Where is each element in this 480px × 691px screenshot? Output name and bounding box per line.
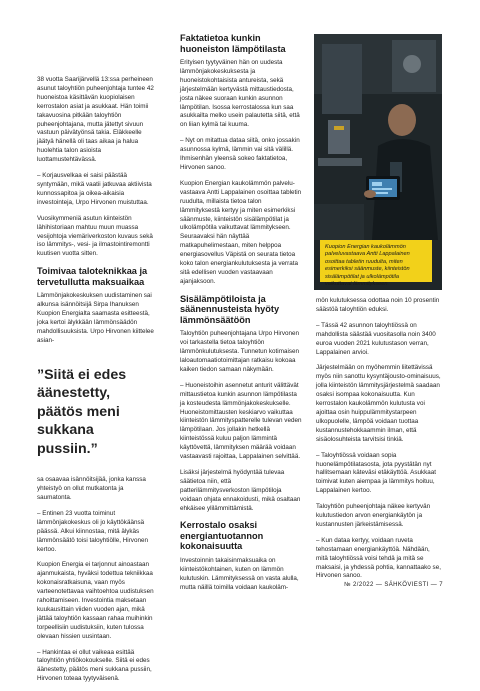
old-centre-paragraph: – Entinen 23 vuotta toiminut lämmönjakokeskus oli jo käyttökäänsä päässä. Alkui kiinnostaa, mitä älykäs lämmönsäätö toisi taloyhtiölle, Hirvonen kertoo. xyxy=(37,509,148,553)
weather-paragraph: Lisäksi järjestelmä hyödyntää tulevaa säätietoa niin, että patterilämmitysverkoston lämpötiloja voidaan ohjata ennakoidusti, mikä osaltaan ehkäisee ylilämmittämistä. xyxy=(180,468,301,512)
sensor-detail-paragraph: – Huoneistoihin asennetut anturit välittävät mittaustietoa kunkin asunnon lämpötilasta ja kosteudesta lämmönjakokeskukselle. Huoneistomittausten keskiarvo vaikuttaa kiinteistön lämmityspatterelle tulevan veden lämpötilaan. Jos jollakin hetkellä kiinteistössä kuluu paljon lämmintä käyttövettä, lämmityksen määrää voidaan vastaavasti rajoittaa, Lappalainen selvittää. xyxy=(180,381,302,461)
demand-response-paragraph: Järjestelmään on myöhemmin liitettävissä myös niin sanottu kysyntäjousto-ominaisuus, jolla kiinteistön lämmitysjärjestelmä saadaan osaksi isompaa kokonaisuutta. Kun kerrostalon kaukolämmön kulutusta voi ajoittaa osin huippulämmitystarpeen ulkopuolelle, lämpöä voidaan tuottaa kustannustehokkaammin ilman, että sisäolosuhteista tarvitsisi tinkiä. xyxy=(316,364,441,443)
section-heading-facts: Faktatietoa kunkin huoneiston lämpötilasta xyxy=(180,33,286,54)
section-heading-energy: Kerrostalo osaksi energiantuotannon kokonaisuutta xyxy=(180,520,264,552)
sensors-paragraph: Erityisen tyytyväinen hän on uudesta lämmönjakokeskuksesta ja huoneistokohtaisista antureista, sekä järjestelmään kertyvästä mittaustiedosta, josta näkee suoraan kunkin asunnon lämpötilan. Isossa kerrostalossa kun saa asukkailta melko usein palautetta siitä, että on liian kylmä tai kuuma. xyxy=(180,59,300,129)
column-middle xyxy=(180,33,302,600)
section-heading-technology: Toimivaa taloteknikkaa ja tervetullutta maksuaikaa xyxy=(37,266,148,287)
column-left xyxy=(37,76,157,691)
tablet-paragraph: Kuopion Energian kaukolämmön palveluvastaava Antti Lappalainen osoittaa tabletin ruudulta, millaista tietoa talon lämmityksestä kertyy ja miten esimerkiksi säänmuste, kiinteistön sisälämpötilat ja ulkolämpötila vaikuttavat lämmitykseen. Seuraavaksi hän näyttää matkapuhelimestaan, miten helppoa energiasovellus Väpistä on seurata tietoa koko talon energiankulutuksesta ja verrata sitä edellisen vuoden vastaavaan ajanjaksoon. xyxy=(180,179,302,285)
manager-paragraph: sa osaavaa isännöitsijää, jonka kanssa yhteistyö on ollut mutkatonta ja saumatonta. xyxy=(37,476,146,501)
intro-paragraph: 38 vuotta Saarijärvellä 13:ssa perheineen asunut taloyhtiön puheenjohtaja tuntee 42 huoneistoa käsittävän kuopiolaisen kerrostalon asiat ja asukkaat. Hän toimii takavuosina pitkään taloyhtiön puheenjohtajana, mutta jätettyt sivuun vastuun päivätyönsä takia. Eläkkeelle jäätyä hänellä oli taas aikaa ja halua huolehtia talon asioista luottamustehtävässä. xyxy=(37,76,154,164)
room-temperature-paragraph: – Taloyhtiössä voidaan sopia huonelämpötilatasosta, jota pyystätän nyt hallitsemaan käteväsi etäkäyttöä. Asukkaat toimivat kuten aiempaa ja lämmitys hoituu, Lappalainen kertoo. xyxy=(316,451,437,495)
photo-caption: Kuopion Energian kaukolämmön palveluvastaava Antti Lappalainen osoittaa tabletin ruudulta, miten esimerkiksi säänmuste, kiinteistön sisälämpötilat ja ulkolämpötila vaikuttavat lämmitykseen. xyxy=(320,240,432,282)
savings-paragraph: mön kulutuksessa odottaa noin 10 prosentin säästöä taloyhtiön eduksi. xyxy=(316,297,440,313)
closing-paragraph: – Kun dataa kertyy, voidaan ruveta tehostamaan energiankäyttöä. Nähdään, mitä taloyhtiössä voisi tehdä ja mitä se maksaisi, ja yhdessä pohtia, kannattaako se, Hirvonen sanoo. xyxy=(316,536,441,580)
article-photo xyxy=(314,34,442,290)
history-paragraph: Vuosikymmeniä asutun kiinteistön lähihistoriaan mahtuu muun muassa vesijohtoja viemäriverkoston kuvaus sekä iso lämmitys-, vesi- ja ilmastointiremontti kuutisen vuotta sitten. xyxy=(37,214,153,258)
data-quote-paragraph: – Nyt on mitattua dataa siitä, onko jossakin asunnossa kylmä, lämmin vai sitä välillä. Ihmisenhän yleensä sokeo faktatietoa, Hirvonen sanoo. xyxy=(180,137,300,171)
payback-paragraph: Investoinnin takaisinmaksuaika on kiinteistökohtainen, kuten on lämmön kulutuskin. Lämmityksessä on vasta alulla, mutta näillä toimilla voidaan kaukoläm- xyxy=(180,556,299,591)
quote-paragraph: – Korjausvelkaa ei saisi päästää syntymään, mikä vaatii jatkuvaa aktiivista kunnossapitoa ja oikea-aikaisia investointeja, Urpo Hirvonen muistuttaa. xyxy=(37,172,152,206)
financing-paragraph: Kuopion Energia ei tarjonnut ainoastaan ajanmukaista, hyväksi todettua tekniikkaa kokonaisratkaisuna, vaan myös varteenotettavaa vaihtoehtoa uudistuksen rahoittamiseen. Investointia maksetaan kuukausittain viiden vuoden ajan, mikä jättää taloyhtiön kassaan rahaa muihinkin torpeellisiin uudistuksiin, kuten tulossa olevaan hissien uusintaan. xyxy=(37,561,154,640)
heat-distribution-paragraph: Lämmönjakokeskuksen uudistaminen sai alkunsa isännöitsijä Sirpa Ihanuksen Kuopion Energialta saamasta esitteestä, joka kertoi älykkään lämmönsäädön mahdollisuuksista. Urpo Hirvonen kiittelee asian- xyxy=(37,292,154,344)
consumption-data-paragraph: Taloyhtiön puheenjohtaja näkee kertyvän kulutustiedon arvon energiankäytön ja kustannusten järkeistämisessä. xyxy=(316,503,431,528)
pull-quote: ”Siitä ei edes äänestetty, päätös meni sukkana pussiin.” xyxy=(37,366,127,457)
estimate-paragraph: – Tässä 42 asunnon taloyhtiössä on mahdollista säästää vuositasolla noin 3400 euroa vuoden 2021 kulutustason verran, Lappalainen arvioi. xyxy=(316,321,436,356)
page-footer: № 2/2022 — SÄHKÖVIESTI — 7 xyxy=(344,582,443,588)
decision-paragraph: – Hankintaa ei ollut vaikeaa esittää taloyhtiön yhtiökokoukselle. Siitä ei edes äänestetty, päätös meni sukkana pussiin, Hirvonen toteaa tyytyväisenä. xyxy=(37,648,152,683)
column-right xyxy=(316,297,442,588)
section-heading-forecast: Sisälämpötiloista ja säänennusteista hyöty lämmönsäätöön xyxy=(180,293,280,325)
chairman-paragraph: Taloyhtiön puheenjohtajana Urpo Hirvonen voi tarkastella tietoa taloyhtiön lämmönkulutuksesta. Tunnetun kotimaisen laloautomaatiotoimittajan ratkaisu kokoaa kaiken tiedon samaan näkymään. xyxy=(180,330,300,373)
